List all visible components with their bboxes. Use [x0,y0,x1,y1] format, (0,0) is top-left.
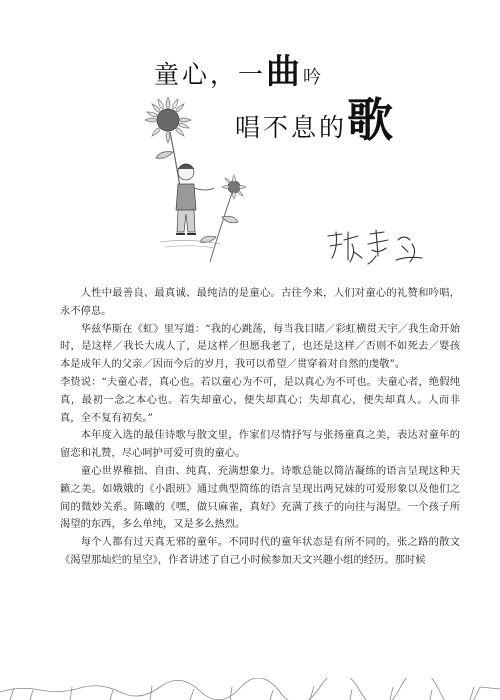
title-part-small: 吟 [303,67,325,88]
paragraph: 李贽说：“夫童心者，真心也。若以童心为不可，是以真心为不可也。夫童心者，绝假纯真，最初一念之本心也。若失却童心，便失却真心；失却真心，便失却真人。人而非真，全不复有初矣。” [60,375,460,424]
child-sunflower-illustration [110,92,280,272]
handwritten-signature [322,222,432,272]
paragraph: 每个人都有过天真无邪的童年。不同时代的童年状态是有所不同的。张之路的散文《渴望那灿烂的星空》，作者讲述了自己小时候参加天文兴趣小组的经历。那时候 [60,536,460,566]
article-body [60,285,460,570]
title-part: 唱不息的 [235,113,348,142]
title-part-emphasis: 歌 [347,93,397,147]
paragraph: 人性中最善良、最真诚、最纯洁的是童心。古往今来，人们对童心的礼赞和吟唱，永不停息。 [60,287,460,317]
paragraph: 童心世界稚拙、自由、纯真、充满想象力。诗歌总能以简洁凝练的语言呈现这种天籁之美。如娥娥的《小跟班》通过典型简练的语言呈现出两兄妹的可爱形象以及他们之间的微妙关系。陈曦的《嘿，做只麻雀，真好》充满了孩子的向往与渴望。一个孩子所渴望的东西，多么单纯，又是多么热烈。 [60,464,460,531]
paragraph: 本年度入选的最佳诗歌与散文里，作家们尽情抒写与张扬童真之美，表达对童年的留恋和礼赞，尽心呵护可爱可贵的童心。 [60,429,460,460]
sunflower-large [145,97,191,143]
title-part: 童心，一 [154,60,267,89]
sunflower-small [200,175,246,262]
bottom-decorative-sketch [0,678,500,700]
title-part-emphasis: 曲 [266,52,304,92]
child-figure [176,164,214,234]
paragraph: 华兹华斯在《虹》里写道：“我的心跳荡，每当我目睹／彩虹横贯天宇／我生命开始时，是这样／我长大成人了，是这样／但愿我老了，也还是这样／否则不如死去／婴孩本是成年人的父亲／因而今后的岁月，我可以希望／贯穿着对自然的虔敬”。 [60,322,460,371]
